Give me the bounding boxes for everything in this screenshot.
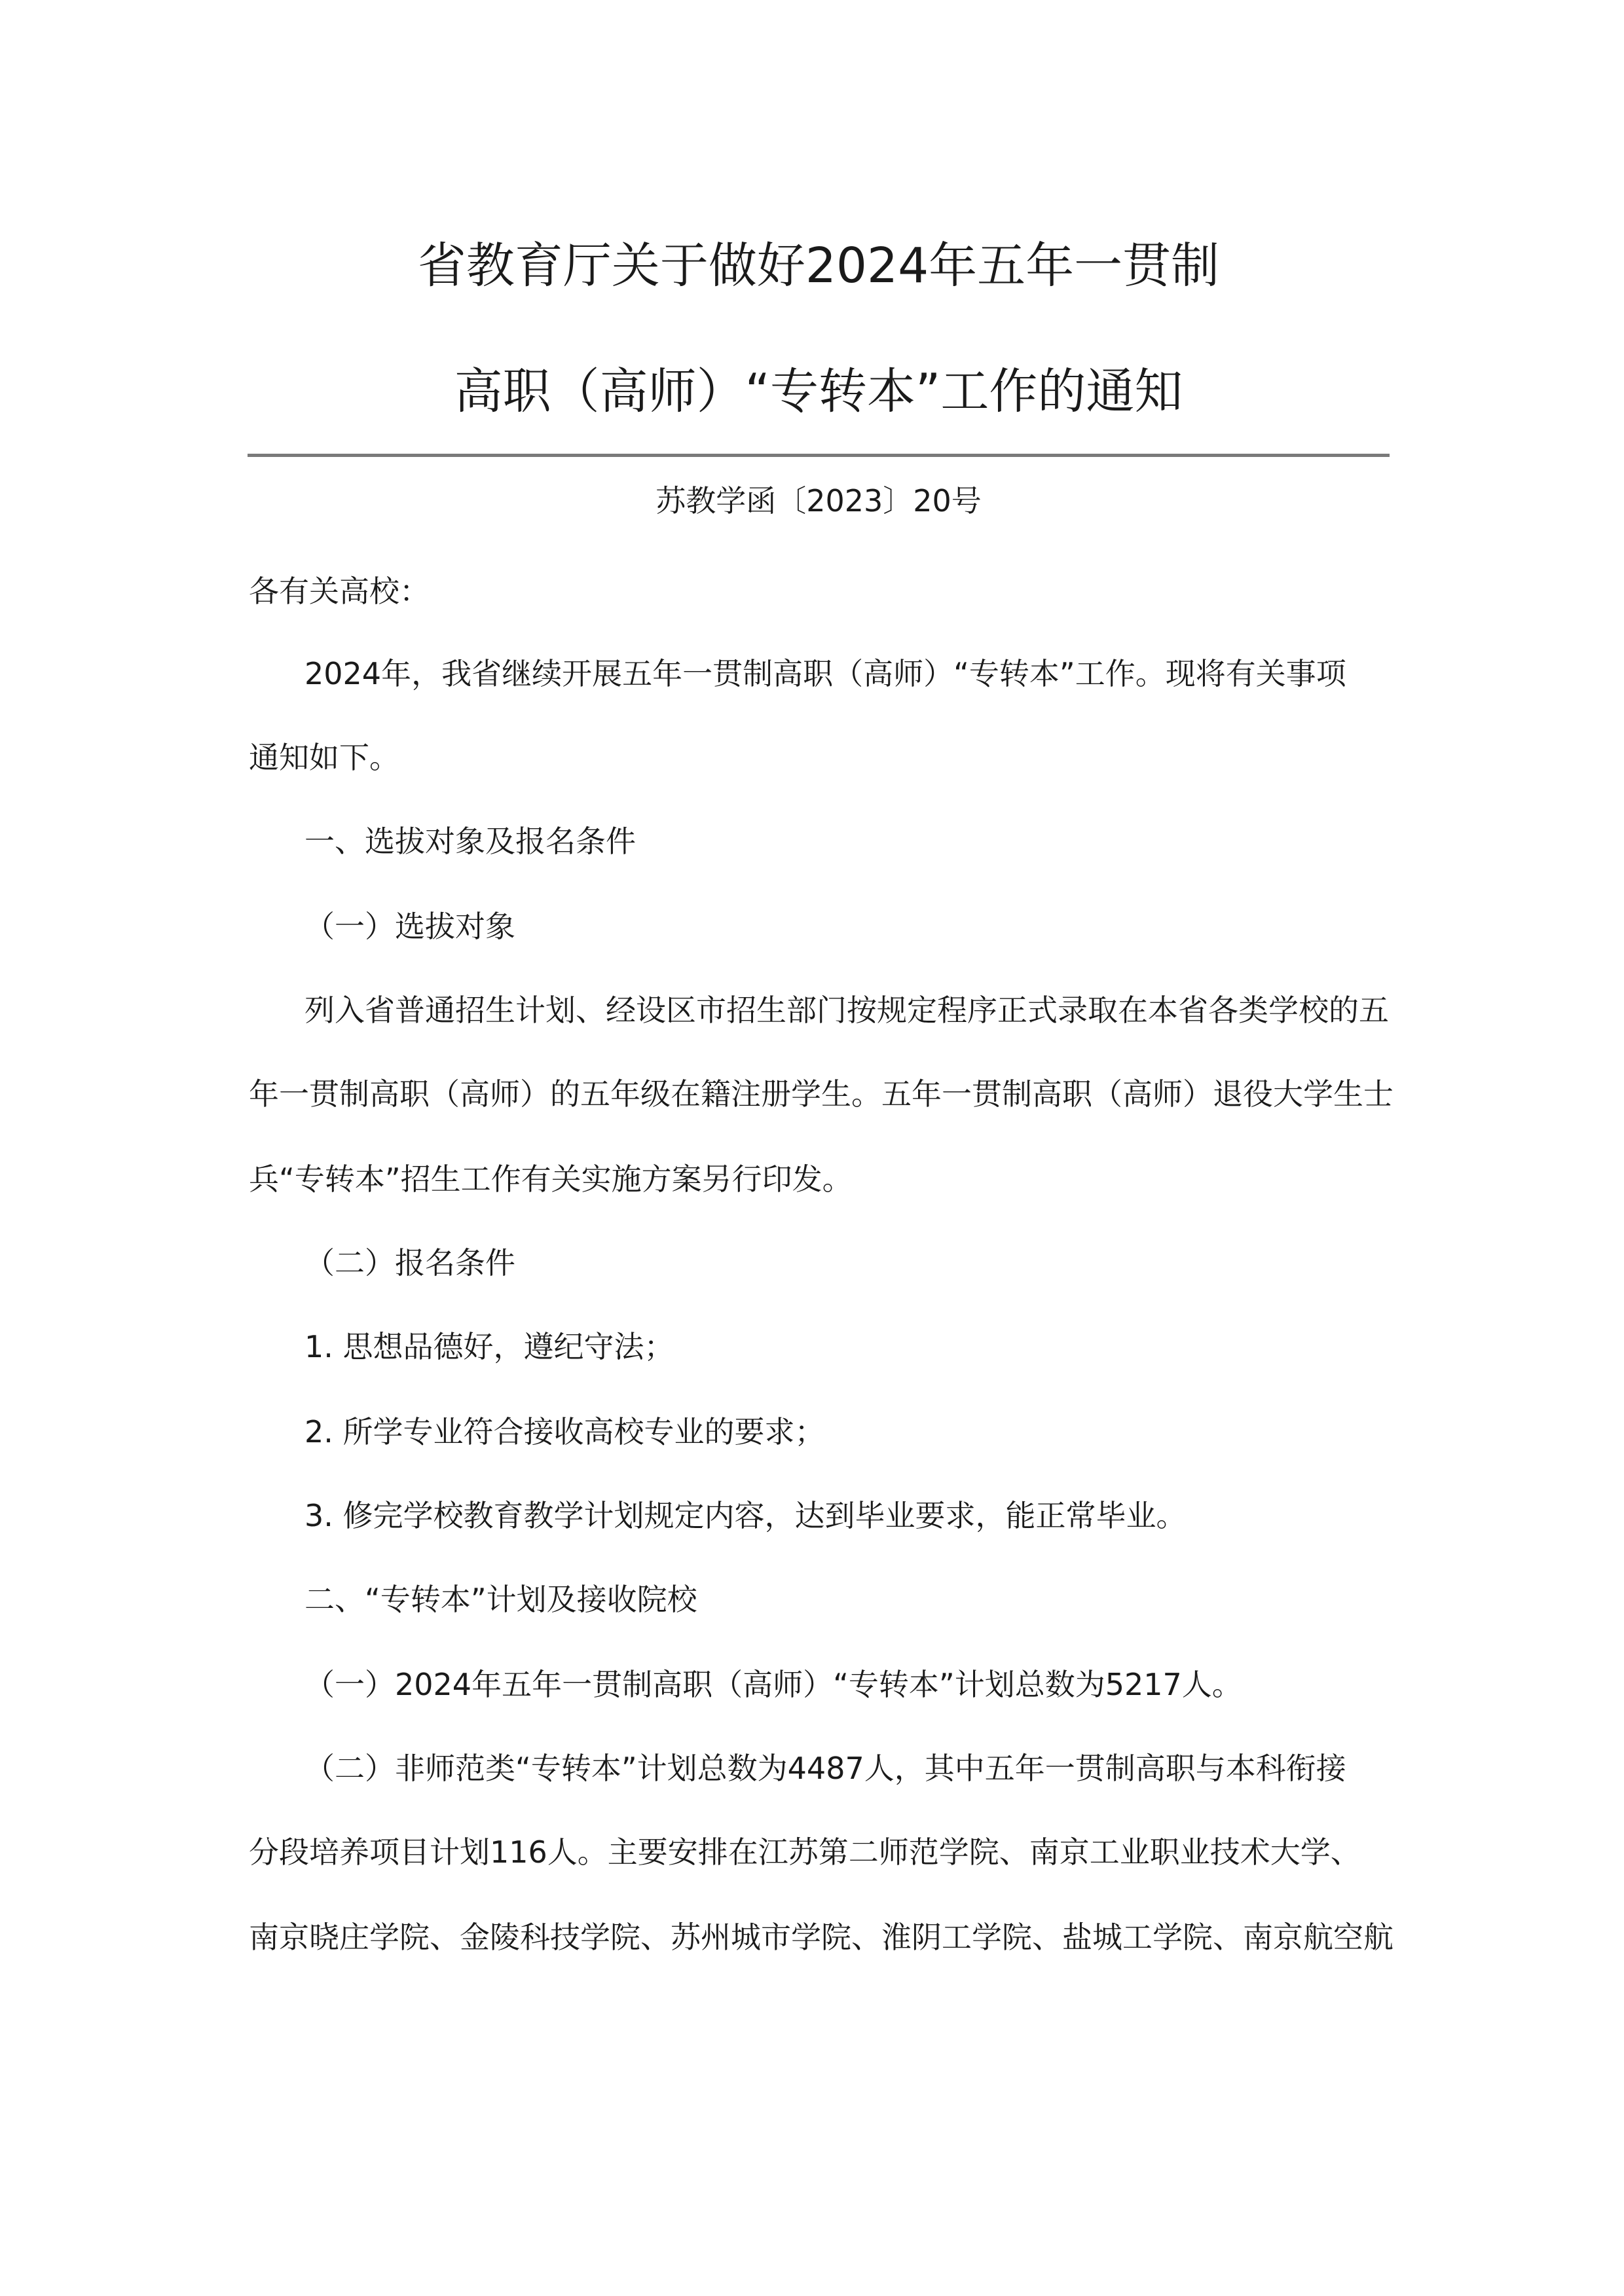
document-number: 苏教学函〔2023〕20号 — [655, 483, 982, 519]
title-divider — [248, 454, 1390, 457]
section-heading-2: 二、“专转本”计划及接收院校 — [304, 1582, 697, 1617]
paragraph-plan-total: （一）2024年五年一贯制高职（高师）“专转本”计划总数为5217人。 — [304, 1667, 1242, 1702]
section-heading-1: 一、选拔对象及报名条件 — [304, 824, 636, 859]
paragraph-selection-line-3: 兵“专转本”招生工作有关实施方案另行印发。 — [249, 1161, 853, 1197]
list-item-1: 1. 思想品德好，遵纪守法； — [304, 1329, 674, 1364]
paragraph-nonnormal-line-2: 分段培养项目计划116人。主要安排在江苏第二师范学院、南京工业职业技术大学、 — [249, 1834, 1361, 1870]
document-title-line-2: 高职（高师）“专转本”工作的通知 — [454, 363, 1183, 420]
list-item-2: 2. 所学专业符合接收高校专业的要求； — [304, 1414, 825, 1449]
paragraph-intro-line-2: 通知如下。 — [249, 740, 399, 775]
list-item-3: 3. 修完学校教育教学计划规定内容，达到毕业要求，能正常毕业。 — [304, 1498, 1187, 1533]
subsection-heading-1-2: （二）报名条件 — [304, 1245, 515, 1281]
salutation: 各有关高校： — [249, 574, 430, 609]
document-title-line-1: 省教育厅关于做好2024年五年一贯制 — [417, 238, 1220, 294]
subsection-heading-1-1: （一）选拔对象 — [304, 909, 515, 944]
paragraph-nonnormal-line-3: 南京晓庄学院、金陵科技学院、苏州城市学院、淮阴工学院、盐城工学院、南京航空航 — [249, 1920, 1393, 1955]
paragraph-selection-line-2: 年一贯制高职（高师）的五年级在籍注册学生。五年一贯制高职（高师）退役大学生士 — [249, 1076, 1393, 1112]
paragraph-nonnormal-line-1: （二）非师范类“专转本”计划总数为4487人，其中五年一贯制高职与本科衔接 — [304, 1751, 1346, 1786]
paragraph-intro-line-1: 2024年，我省继续开展五年一贯制高职（高师）“专转本”工作。现将有关事项 — [304, 656, 1346, 691]
paragraph-selection-line-1: 列入省普通招生计划、经设区市招生部门按规定程序正式录取在本省各类学校的五 — [304, 993, 1389, 1028]
